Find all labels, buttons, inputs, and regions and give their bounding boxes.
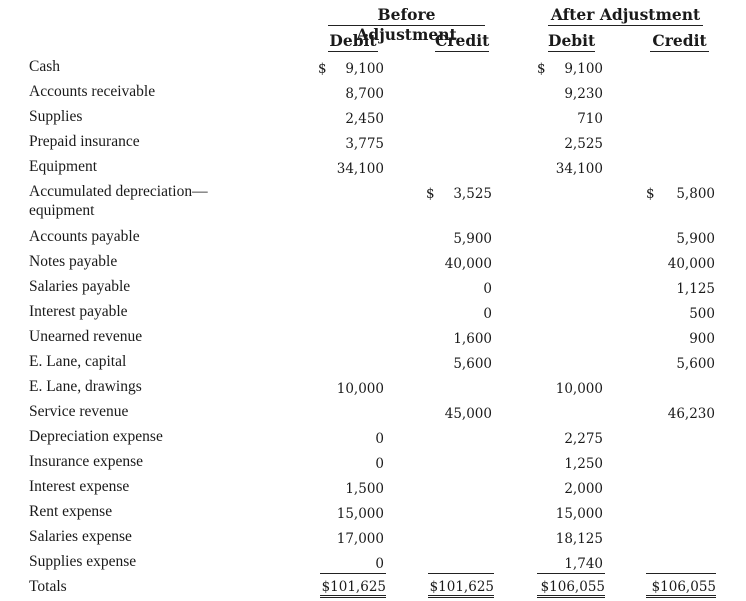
account-name: Depreciation expense bbox=[29, 428, 163, 445]
amount: 0 bbox=[375, 556, 384, 572]
after-credit-cell bbox=[646, 229, 715, 249]
after-credit-cell bbox=[646, 404, 715, 424]
before-credit-cell bbox=[426, 184, 492, 204]
amount: 3,775 bbox=[345, 136, 384, 152]
amount: $106,055 bbox=[540, 579, 605, 595]
account-name: Insurance expense bbox=[29, 453, 144, 470]
table-row bbox=[0, 107, 746, 131]
before-debit-cell bbox=[318, 159, 384, 179]
before-credit-cell bbox=[426, 404, 492, 424]
amount: 10,000 bbox=[336, 381, 384, 397]
account-name: Interest expense bbox=[29, 478, 130, 495]
amount: 40,000 bbox=[667, 256, 715, 272]
before-credit-header: Credit bbox=[435, 31, 490, 50]
table-row bbox=[0, 157, 746, 181]
after-debit-cell bbox=[537, 554, 603, 574]
table-row bbox=[0, 227, 746, 251]
account-name: E. Lane, capital bbox=[29, 353, 127, 370]
totals-label: Totals bbox=[29, 578, 67, 595]
amount: 3,525 bbox=[453, 186, 492, 202]
before-debit-header: Debit bbox=[329, 31, 377, 50]
dollar-sign: $ bbox=[426, 186, 435, 202]
amount: 2,275 bbox=[564, 431, 603, 447]
sum-rule bbox=[537, 573, 605, 574]
amount: 0 bbox=[375, 456, 384, 472]
amount: 34,100 bbox=[555, 161, 603, 177]
account-name: Salaries payable bbox=[29, 278, 131, 295]
after-debit-cell bbox=[537, 159, 603, 179]
table-row bbox=[0, 502, 746, 526]
after-credit-cell bbox=[646, 254, 715, 274]
table-row bbox=[0, 477, 746, 501]
table-row bbox=[0, 182, 746, 226]
before-debit-cell bbox=[318, 454, 384, 474]
after-credit-total bbox=[646, 578, 716, 598]
table-row bbox=[0, 377, 746, 401]
amount: $101,625 bbox=[321, 579, 386, 595]
amount: 10,000 bbox=[555, 381, 603, 397]
amount: 1,125 bbox=[676, 281, 715, 297]
after-credit-header: Credit bbox=[650, 31, 709, 52]
after-credit-cell bbox=[646, 304, 715, 324]
table-row bbox=[0, 327, 746, 351]
sum-rule bbox=[428, 573, 494, 574]
after-debit-cell bbox=[537, 84, 603, 104]
before-credit-cell bbox=[426, 229, 492, 249]
table-row bbox=[0, 252, 746, 276]
account-name: Notes payable bbox=[29, 253, 118, 270]
table-row bbox=[0, 427, 746, 451]
after-debit-cell bbox=[537, 479, 603, 499]
before-debit-cell bbox=[318, 59, 384, 79]
after-debit-header: Debit bbox=[548, 31, 596, 50]
account-name: Accounts receivable bbox=[29, 83, 156, 100]
account-name: Accounts payable bbox=[29, 228, 140, 245]
table-row bbox=[0, 402, 746, 426]
table-row bbox=[0, 277, 746, 301]
amount: 1,740 bbox=[564, 556, 603, 572]
after-credit-cell bbox=[646, 279, 715, 299]
amount: 40,000 bbox=[444, 256, 492, 272]
amount: 46,230 bbox=[667, 406, 715, 422]
before-credit-total bbox=[428, 578, 494, 598]
account-name: Cash bbox=[29, 58, 60, 75]
account-name: E. Lane, drawings bbox=[29, 378, 142, 395]
amount: 5,600 bbox=[453, 356, 492, 372]
dollar-sign: $ bbox=[646, 186, 655, 202]
table-row bbox=[0, 302, 746, 326]
amount: 45,000 bbox=[444, 406, 492, 422]
table-row bbox=[0, 352, 746, 376]
account-name-line1: Accumulated depreciation— bbox=[29, 183, 208, 200]
account-name: Service revenue bbox=[29, 403, 129, 420]
amount: 9,100 bbox=[345, 61, 384, 77]
table-row bbox=[0, 527, 746, 551]
after-debit-cell bbox=[537, 454, 603, 474]
before-credit-cell bbox=[426, 354, 492, 374]
before-credit-cell bbox=[426, 254, 492, 274]
amount: 17,000 bbox=[336, 531, 384, 547]
before-adjustment-header: Before Adjustment bbox=[328, 5, 485, 26]
account-name: Supplies bbox=[29, 108, 83, 125]
after-debit-cell bbox=[537, 504, 603, 524]
after-debit-cell bbox=[537, 379, 603, 399]
amount: 900 bbox=[689, 331, 715, 347]
amount: 15,000 bbox=[555, 506, 603, 522]
account-name-line2: equipment bbox=[29, 202, 95, 219]
amount: 710 bbox=[577, 111, 603, 127]
account-name: Interest payable bbox=[29, 303, 128, 320]
amount: $106,055 bbox=[651, 579, 716, 595]
after-debit-cell bbox=[537, 59, 603, 79]
amount: $101,625 bbox=[429, 579, 494, 595]
before-debit-cell bbox=[318, 504, 384, 524]
dollar-sign: $ bbox=[318, 61, 327, 77]
before-debit-cell bbox=[318, 84, 384, 104]
amount: 1,600 bbox=[453, 331, 492, 347]
sum-rule bbox=[646, 573, 716, 574]
amount: 5,900 bbox=[676, 231, 715, 247]
before-credit-cell bbox=[426, 329, 492, 349]
amount: 18,125 bbox=[555, 531, 603, 547]
before-debit-cell bbox=[318, 109, 384, 129]
after-debit-cell bbox=[537, 134, 603, 154]
amount: 0 bbox=[375, 431, 384, 447]
after-debit-cell bbox=[537, 429, 603, 449]
table-row bbox=[0, 132, 746, 156]
account-name: Equipment bbox=[29, 158, 98, 175]
sum-rule bbox=[320, 573, 386, 574]
amount: 1,250 bbox=[564, 456, 603, 472]
amount: 5,600 bbox=[676, 356, 715, 372]
amount: 1,500 bbox=[345, 481, 384, 497]
account-name: Supplies expense bbox=[29, 553, 137, 570]
amount: 500 bbox=[689, 306, 715, 322]
amount: 0 bbox=[483, 306, 492, 322]
before-debit-cell bbox=[318, 429, 384, 449]
before-debit-cell bbox=[318, 554, 384, 574]
after-credit-cell bbox=[646, 329, 715, 349]
after-debit-total bbox=[537, 578, 605, 598]
table-row bbox=[0, 452, 746, 476]
before-debit-cell bbox=[318, 379, 384, 399]
account-name: Prepaid insurance bbox=[29, 133, 140, 150]
before-debit-total bbox=[320, 578, 386, 598]
amount: 5,900 bbox=[453, 231, 492, 247]
before-debit-cell bbox=[318, 529, 384, 549]
amount: 9,230 bbox=[564, 86, 603, 102]
amount: 2,525 bbox=[564, 136, 603, 152]
account-name bbox=[29, 182, 259, 220]
before-credit-cell bbox=[426, 304, 492, 324]
after-adjustment-header: After Adjustment bbox=[548, 5, 703, 26]
account-name: Unearned revenue bbox=[29, 328, 143, 345]
after-debit-cell bbox=[537, 529, 603, 549]
after-credit-cell bbox=[646, 184, 715, 204]
amount: 8,700 bbox=[345, 86, 384, 102]
account-name: Rent expense bbox=[29, 503, 113, 520]
after-credit-cell bbox=[646, 354, 715, 374]
before-debit-cell bbox=[318, 479, 384, 499]
table-row bbox=[0, 57, 746, 81]
amount: 5,800 bbox=[676, 186, 715, 202]
amount: 2,450 bbox=[345, 111, 384, 127]
dollar-sign: $ bbox=[537, 61, 546, 77]
before-credit-cell bbox=[426, 279, 492, 299]
amount: 9,100 bbox=[564, 61, 603, 77]
amount: 15,000 bbox=[336, 506, 384, 522]
amount: 0 bbox=[483, 281, 492, 297]
totals-row bbox=[0, 577, 746, 601]
table-row bbox=[0, 82, 746, 106]
after-debit-cell bbox=[537, 109, 603, 129]
amount: 2,000 bbox=[564, 481, 603, 497]
before-debit-cell bbox=[318, 134, 384, 154]
account-name: Salaries expense bbox=[29, 528, 132, 545]
amount: 34,100 bbox=[336, 161, 384, 177]
